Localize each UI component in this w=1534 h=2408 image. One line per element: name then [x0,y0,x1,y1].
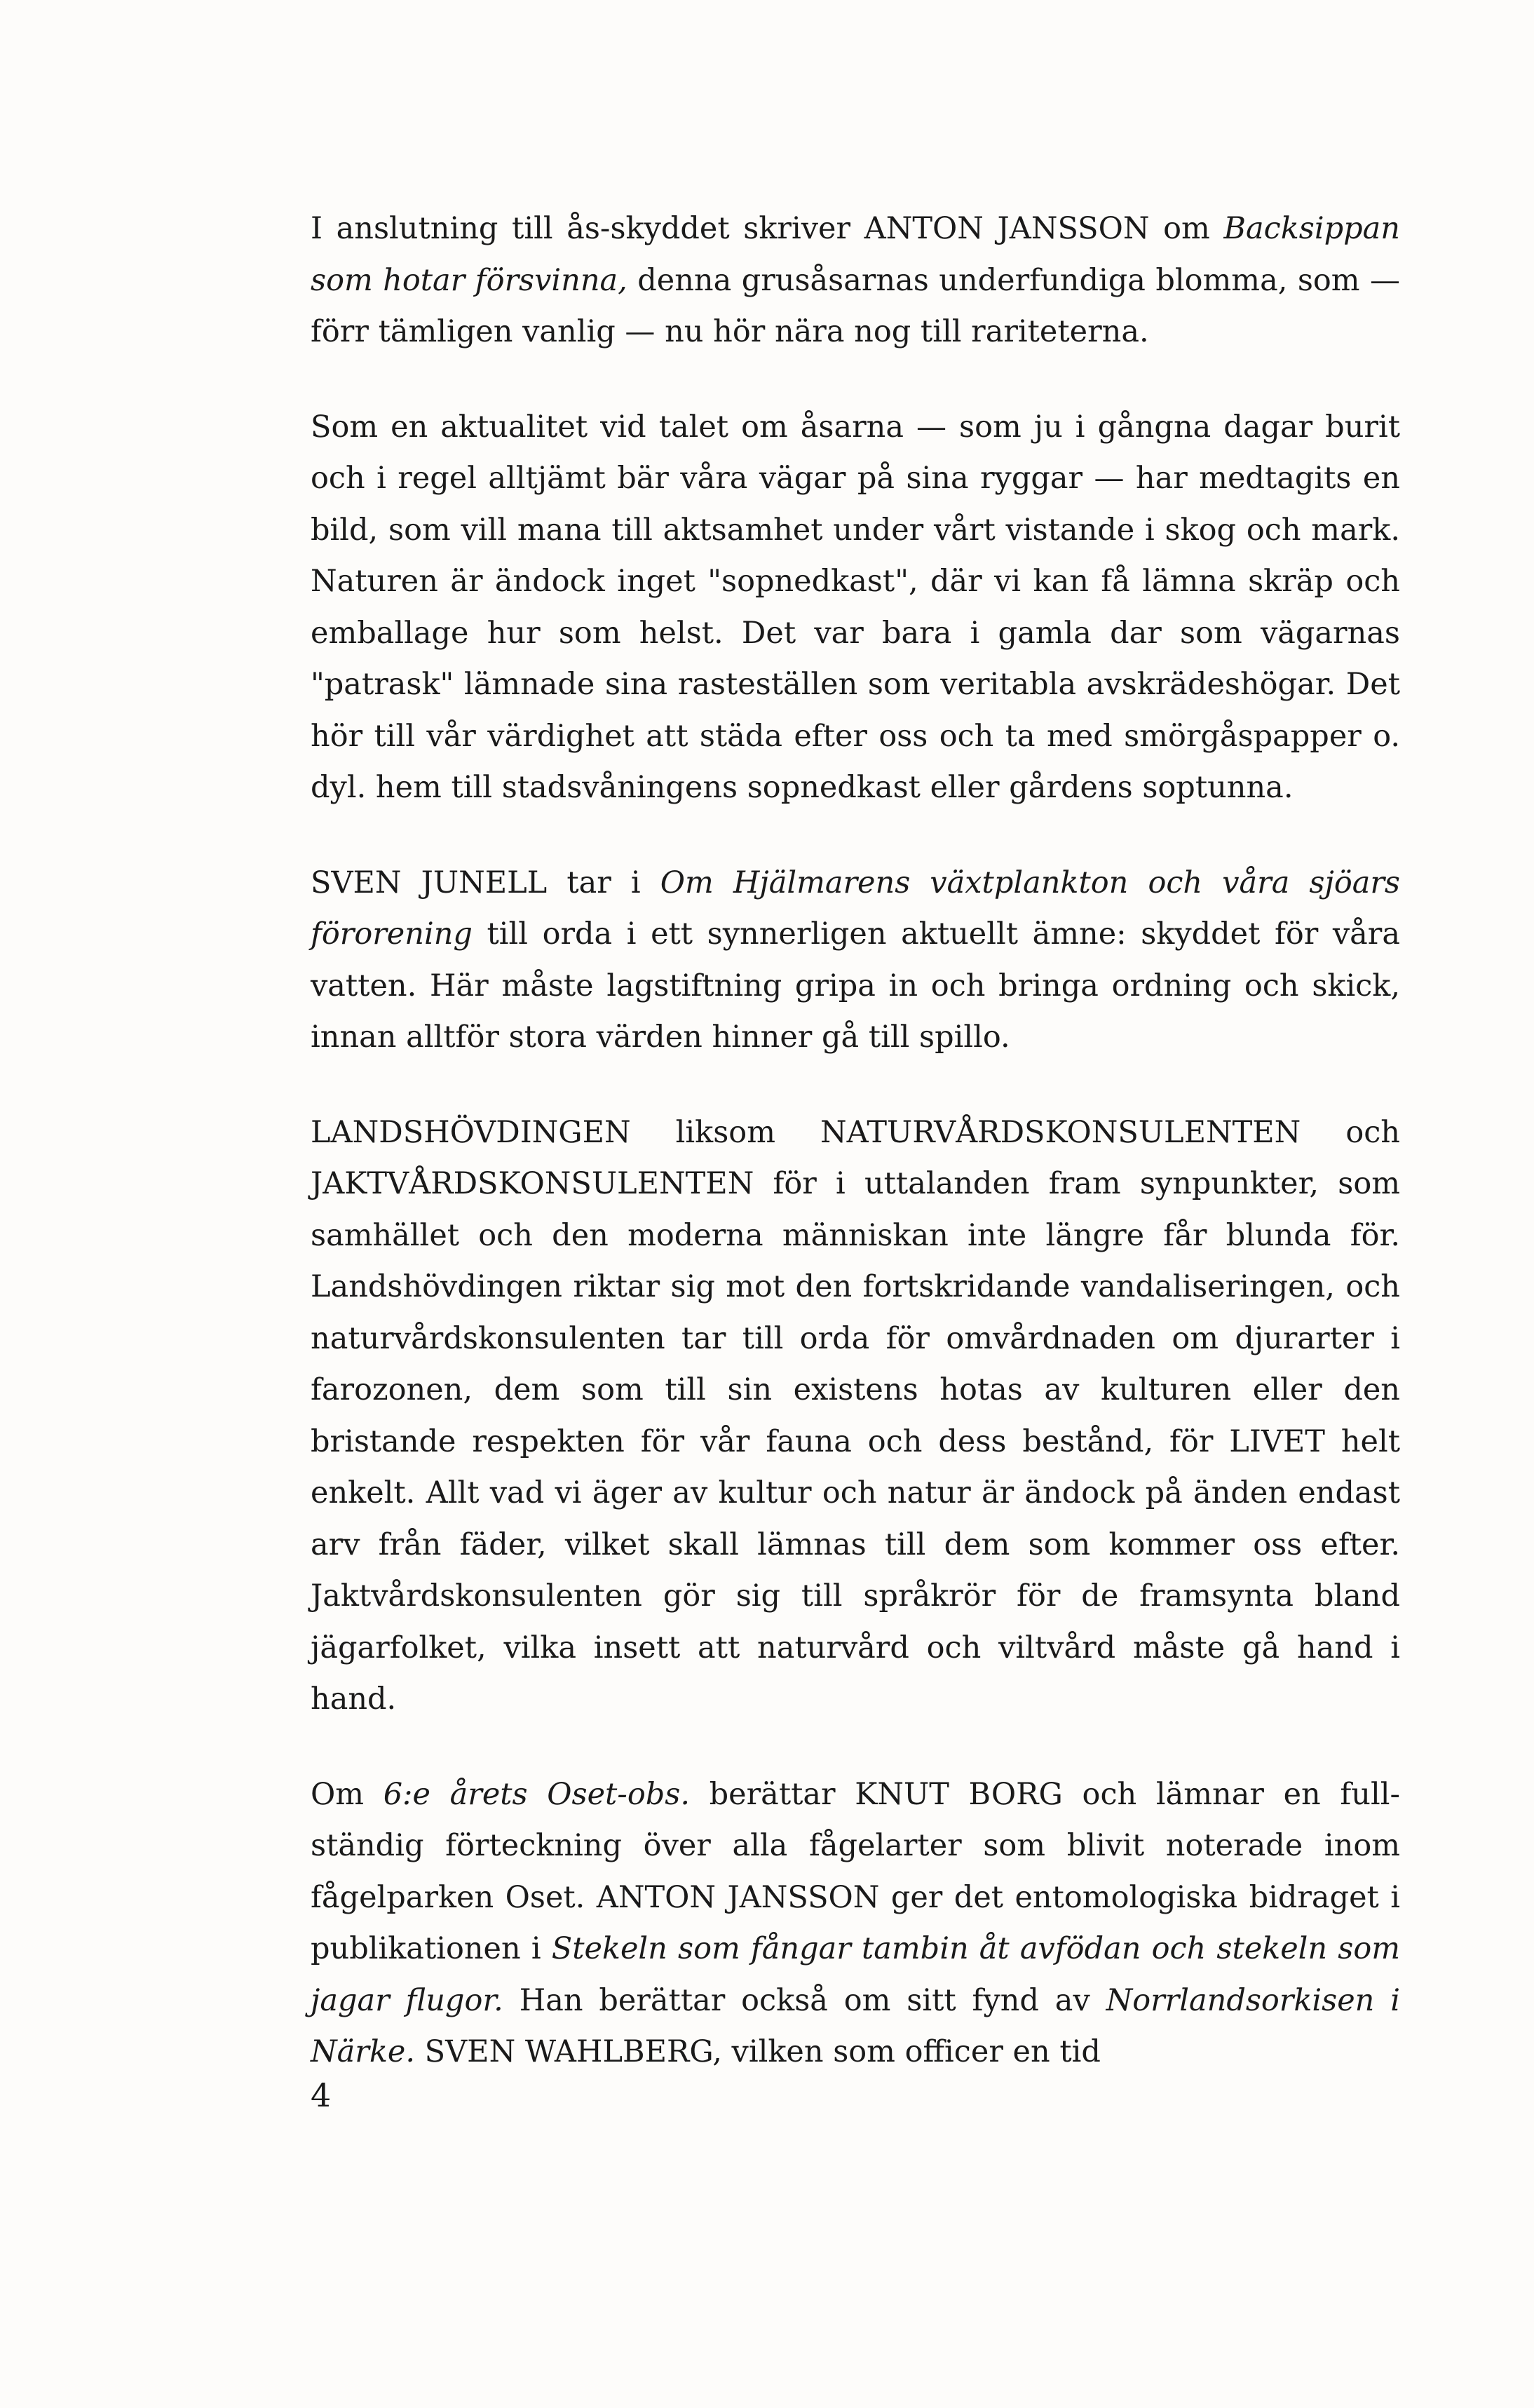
page-number: 4 [311,2076,332,2114]
paragraph [311,1107,1400,1726]
italic-title: Stekeln som fångar tambin åt avfödan och stekeln som jagar flugor. [311,1931,1400,2018]
text-run: LANDSHÖVDINGEN liksom NATURVÅRDSKONSULENTEN och JAKTVÅRDSKONSULENTEN för i uttalanden fram synpunkter, som samhället och den moderna människan inte längre får blunda för. Landshövdingen riktar sig mot den fortskridande vandaliseringen, och naturvårdskonsulenten tar till orda för omvårdnaden om djurarter i farozonen, dem som till sin existens hotas av kulturen eller den bristande respekten för vår fauna och dess bestånd, för LIVET helt enkelt. Allt vad vi äger av kultur och natur är ändock på änden endast arv från fäder, vilket skall lämnas till dem som kommer oss efter. Jaktvårdskonsulenten gör sig till språkrör för de framsynta bland jägarfolket, vilka insett att naturvård och viltvård måste gå hand i hand. [311,1114,1400,1717]
text-run: till orda i ett synnerligen aktuellt ämne: skyddet för våra vatten. Här måste lagstiftning gripa in och bringa ordning och skick, innan alltför stora värden hinner gå till spillo. [311,916,1400,1055]
paragraph [311,1769,1400,2078]
paragraph [311,402,1400,814]
text-run: Han berättar också om sitt fynd av [503,1982,1106,2018]
italic-title: Om Hjälmarens växtplankton och våra sjöars förorening [311,865,1400,952]
paragraph [311,858,1400,1064]
text-run: SVEN WAHLBERG, vilken som officer en tid [415,2034,1101,2069]
italic-title: Backsippan som hotar försvinna, [311,211,1400,298]
text-run: Som en aktualitet vid talet om åsarna — som ju i gångna dagar burit och i regel alltjämt bär våra vägar på sina ryggar — har medtagits en bild, som vill mana till aktsamhet under vårt vistande i skog och mark. Naturen är ändock inget "sopnedkast", där vi kan få lämna skräp och emballage hur som helst. Det var bara i gamla dar som vägarnas "patrask" lämnade sina rasteställen som veritabla avskrädeshögar. Det hör till vår värdighet att städa efter oss och ta med smörgåspapper o. dyl. hem till stadsvåningens sopnedkast eller gårdens soptunna. [311,409,1400,805]
italic-title: Norrlandsorkisen i Närke. [311,1982,1400,2069]
text-run: I anslutning till ås-skyddet skriver ANTON JANSSON om [311,211,1224,246]
text-run: denna grusåsarnas underfundiga blomma, som — förr tämligen vanlig — nu hör nära nog till rariteterna. [311,262,1400,349]
text-run: SVEN JUNELL tar i [311,865,660,900]
text-run: berättar KNUT BORG och lämnar en fullständig förteckning över alla fågelarter som blivit noterade inom fågelparken Oset. ANTON JANSSON ger det entomologiska bidraget i publikationen i [311,1776,1401,1966]
text-run: Om [311,1776,384,1812]
italic-title: 6:e årets Oset-obs. [383,1776,690,1812]
body-text [311,203,1400,2078]
paragraph [311,203,1400,358]
